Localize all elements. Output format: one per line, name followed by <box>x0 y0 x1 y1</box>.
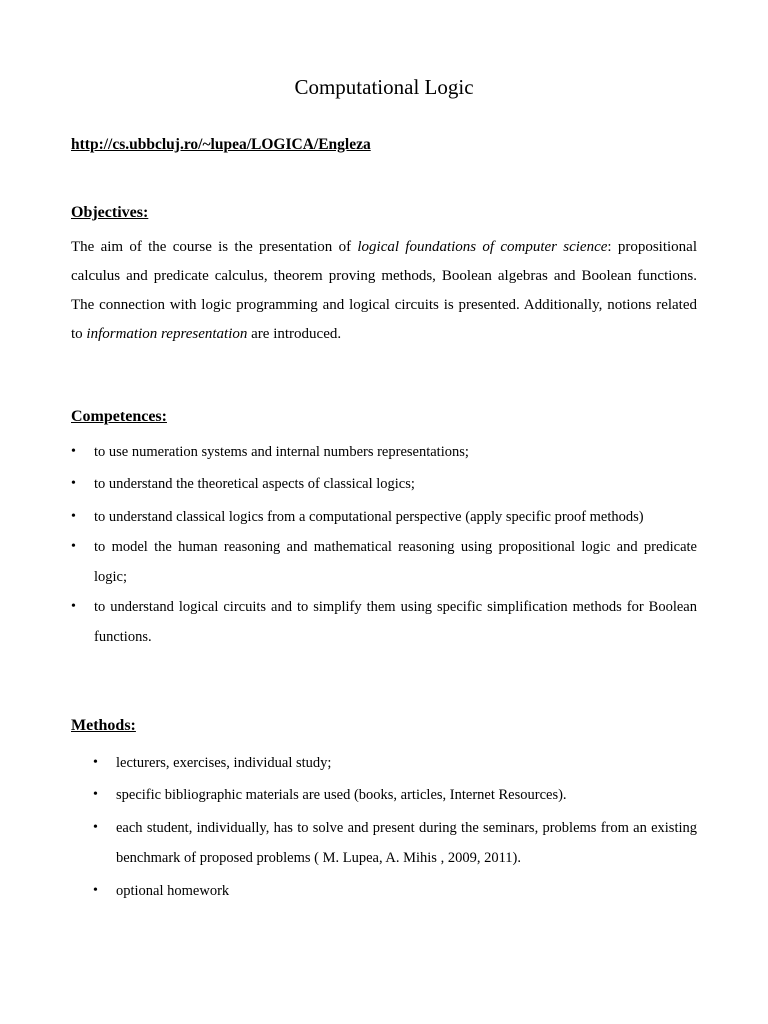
objectives-paragraph <box>71 233 697 349</box>
competence-item <box>71 532 697 592</box>
method-item <box>93 876 697 906</box>
method-item-text: specific bibliographic materials are used (books, articles, Internet Resources). <box>116 787 567 803</box>
method-item <box>93 748 697 778</box>
method-item <box>93 780 697 810</box>
competence-item-text: to model the human reasoning and mathematical reasoning using propositional logic and predicate logic; <box>94 539 697 585</box>
bullet-icon: • <box>71 599 76 614</box>
method-item-text: each student, individually, has to solve and present during the seminars, problems from an existing benchmark of proposed problems ( M. Lupea, A. Mihis , 2009, 2011). <box>116 820 697 866</box>
objectives-text-1: The aim of the course is the presentation of <box>71 239 358 255</box>
objectives-heading: Objectives: <box>71 204 149 221</box>
bullet-icon: • <box>71 476 76 491</box>
bullet-icon: • <box>93 755 98 770</box>
methods-heading: Methods: <box>71 717 136 734</box>
competence-item-text: to understand classical logics from a computational perspective (apply specific proof methods) <box>94 509 644 525</box>
competences-heading: Competences: <box>71 408 167 425</box>
objectives-text-2: : propositional calculus and predicate calculus, theorem proving methods, Boolean algebras and Boolean functions. The connection with logic programming and logical circuits is presented. Additionally, notions related to <box>71 239 698 342</box>
competence-item <box>71 502 697 532</box>
competence-item <box>71 469 697 499</box>
bullet-icon: • <box>71 444 76 459</box>
objectives-italic-1: logical foundations of computer science <box>357 239 608 255</box>
competence-item <box>71 437 697 467</box>
competence-item <box>71 592 697 652</box>
competences-list <box>71 437 697 652</box>
course-url-link[interactable]: http://cs.ubbcluj.ro/~lupea/LOGICA/Engleza <box>71 136 371 153</box>
bullet-icon: • <box>93 787 98 802</box>
method-item-text: optional homework <box>116 883 230 899</box>
bullet-icon: • <box>71 539 76 554</box>
methods-list <box>93 748 697 906</box>
objectives-text-3: are introduced. <box>247 326 342 342</box>
bullet-icon: • <box>93 883 98 898</box>
competence-item-text: to use numeration systems and internal numbers representations; <box>94 444 469 460</box>
objectives-italic-2: information representation <box>86 326 248 342</box>
bullet-icon: • <box>71 509 76 524</box>
competence-item-text: to understand logical circuits and to simplify them using specific simplification methods for Boolean functions. <box>94 599 697 645</box>
bullet-icon: • <box>93 820 98 835</box>
method-item-text: lecturers, exercises, individual study; <box>116 755 332 771</box>
method-item <box>93 813 697 873</box>
document-title: Computational Logic <box>294 75 474 99</box>
competence-item-text: to understand the theoretical aspects of classical logics; <box>94 476 415 492</box>
